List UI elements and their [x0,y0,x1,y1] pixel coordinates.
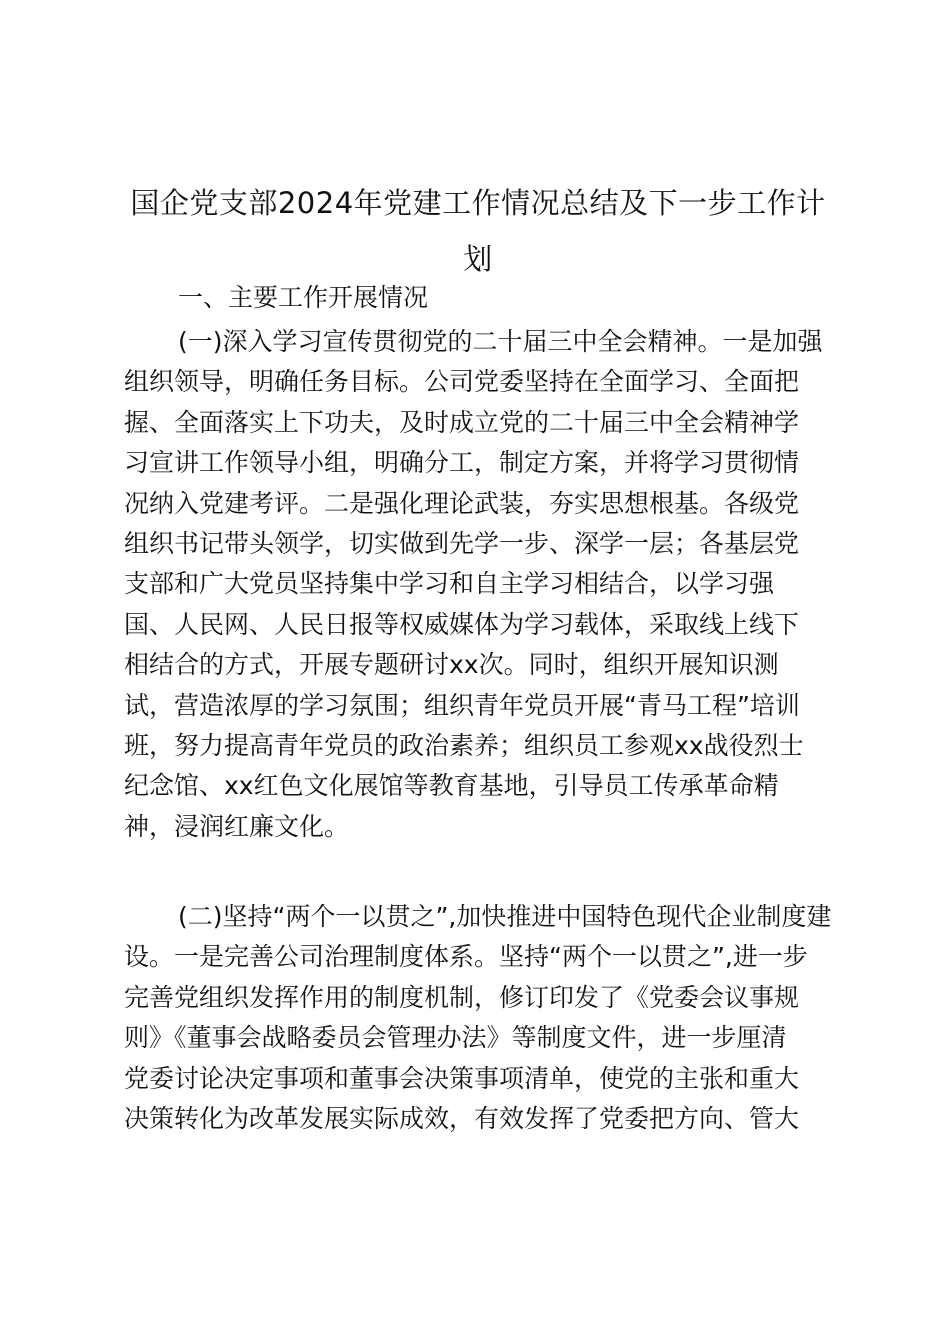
text-line: 班，努力提高青年党员的政治素养；组织员工参观xx战役烈士 [124,731,804,761]
document-title [128,175,828,287]
text-line: 习宣讲工作领导小组，明确分工，制定方案，并将学习贯彻情 [124,448,800,478]
title-line: 国企党支部2024年党建工作情况总结及下一步工作计 [130,186,826,220]
text-line: 支部和广大党员坚持集中学习和自主学习相结合，以学习强 [124,569,775,599]
text-line: 况纳入党建考评。二是强化理论武装，夯实思想根基。各级党 [124,488,800,518]
text-line: 设。一是完善公司治理制度体系。坚持“两个一以贯之”,进一步 [124,942,808,972]
text-line: 试，营造浓厚的学习氛围；组织青年党员开展“青马工程”培训 [124,690,800,720]
text-line: 组织领导，明确任务目标。公司党委坚持在全面学习、全面把 [124,367,800,397]
text-line: 国、人民网、人民日报等权威媒体为学习载体，采取线上线下 [124,609,800,639]
text-line: 组织书记带头领学，切实做到先学一步、深学一层；各基层党 [124,529,800,559]
title-line: 划 [463,242,493,276]
text-line: 则》《董事会战略委员会管理办法》等制度文件，进一步厘清 [124,1023,787,1053]
text-line: 党委讨论决定事项和董事会决策事项清单，使党的主张和重大 [124,1063,800,1093]
paragraph [124,897,844,1139]
text-line: 纪念馆、xx红色文化展馆等教育基地，引导员工传承革命精 [124,771,779,801]
text-line: 决策转化为改革发展实际成效，有效发挥了党委把方向、管大 [124,1104,800,1134]
paragraph [124,322,844,847]
text-line: (二)坚持“两个一以贯之”,加快推进中国特色现代企业制度建 [178,902,832,931]
text-line: 完善党组织发挥作用的制度机制，修订印发了《党委会议事规 [124,982,800,1012]
text-line: 相结合的方式，开展专题研讨xx次。同时，组织开展知识测 [124,650,779,680]
text-line: 握、全面落实上下功夫，及时成立党的二十届三中全会精神学 [124,407,800,437]
section-heading: 一、主要工作开展情况 [178,283,429,312]
text-line: 神，浸润红廉文化。 [124,811,350,841]
text-line: (一)深入学习宣传贯彻党的二十届三中全会精神。一是加强 [178,327,823,356]
